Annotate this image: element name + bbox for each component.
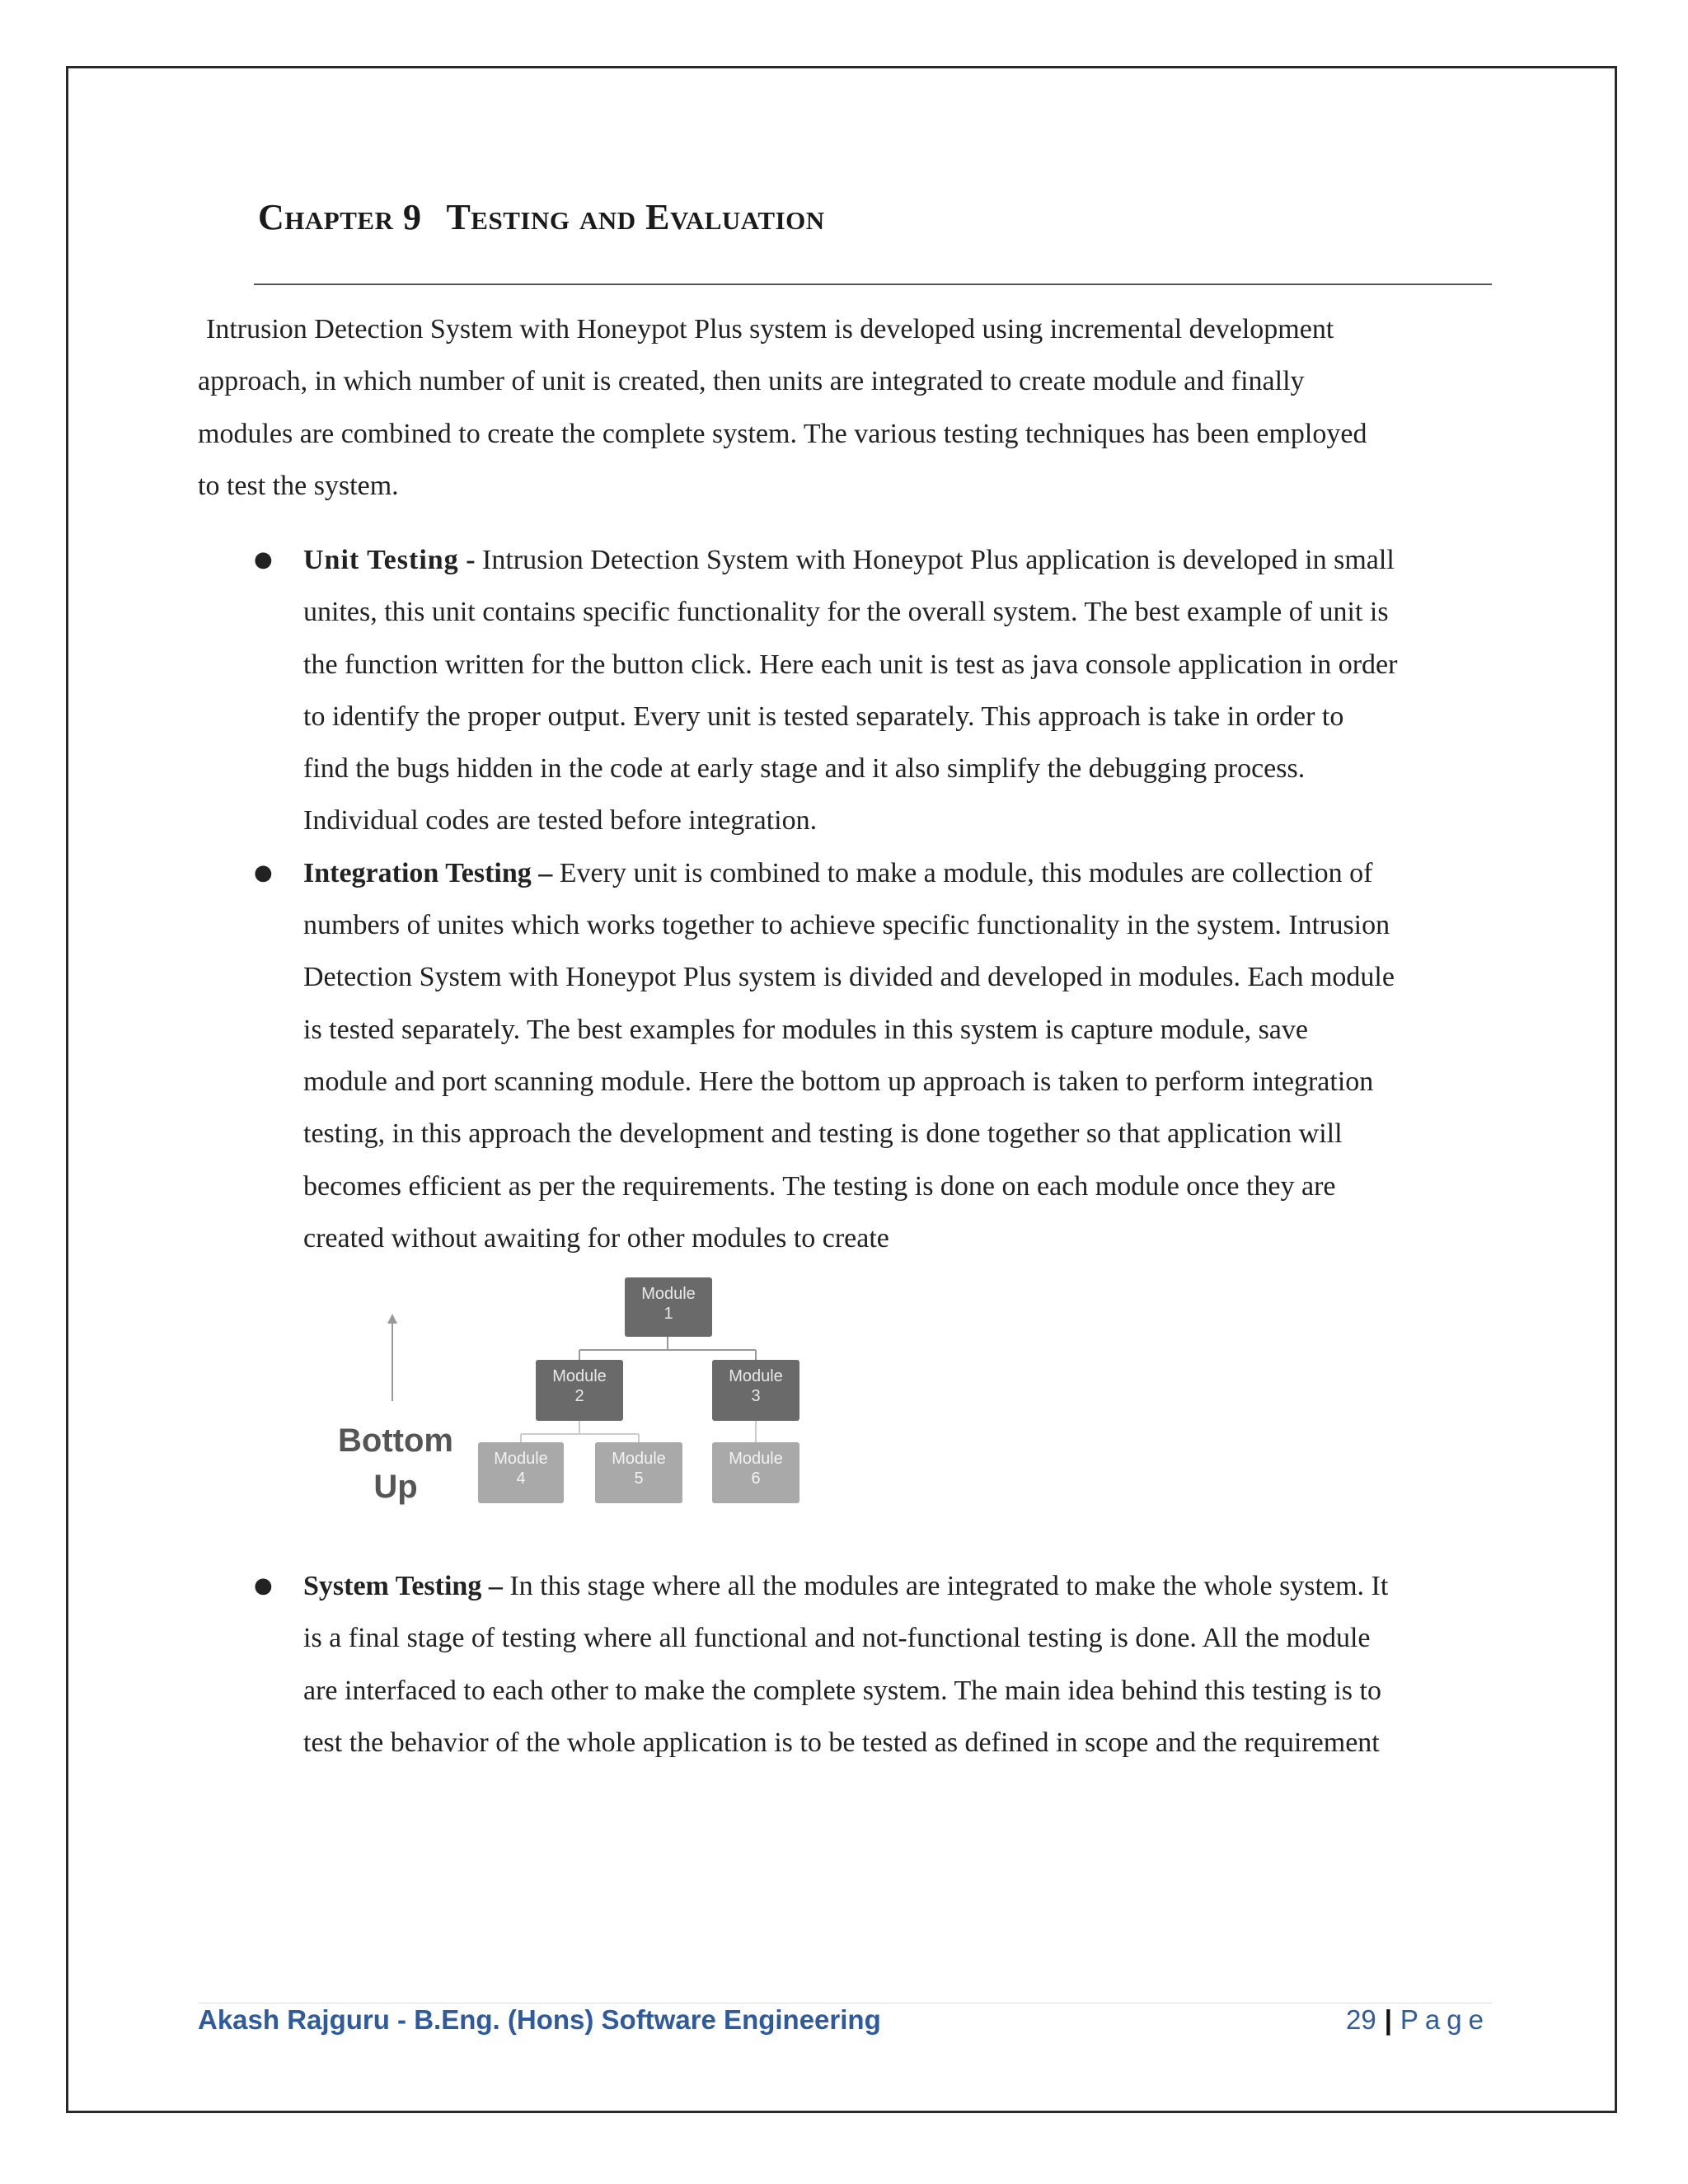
bullet-line: numbers of unites which works together to achieve specific functionality in the system. Intrusion — [303, 910, 1390, 941]
bullet-line: Detection System with Honeypot Plus system is divided and developed in modules. Each module — [303, 962, 1395, 993]
list-item-system-testing — [254, 1560, 1507, 1769]
bullet-separator: - — [458, 545, 483, 575]
bullet-line — [303, 1560, 1507, 1612]
bottom-up-label-line: Up — [373, 1469, 418, 1505]
intro-line: approach, in which number of unit is created, then units are integrated to create module and finally — [198, 366, 1305, 397]
module-4-box — [478, 1442, 564, 1503]
footer-page-info — [1346, 2004, 1490, 2036]
intro-line: Intrusion Detection System with Honeypot Plus system is developed using incremental development — [206, 314, 1334, 344]
module-number: 3 — [751, 1387, 761, 1405]
bullet-line: are interfaced to each other to make the complete system. The main idea behind this testing is to — [303, 1675, 1381, 1706]
bullet-term: System Testing — [303, 1571, 482, 1601]
heading-rule — [254, 284, 1492, 285]
bullet-line: find the bugs hidden in the code at early stage and it also simplify the debugging process. — [303, 753, 1306, 785]
bullet-line: created without awaiting for other modules to create — [303, 1222, 889, 1254]
bullet-line: module and port scanning module. Here the bottom up approach is taken to perform integration — [303, 1066, 1374, 1097]
bullet-text: In this stage where all the modules are integrated to make the whole system. It — [509, 1571, 1389, 1601]
bullet-text: Every unit is combined to make a module, this modules are collection of — [559, 857, 1373, 888]
module-number: 2 — [574, 1387, 584, 1405]
list-item-integration-testing — [254, 847, 1507, 1264]
bullet-text: Intrusion Detection System with Honeypot Plus application is developed in small — [482, 545, 1395, 575]
up-arrow-head — [387, 1314, 397, 1324]
bullet-separator: – — [531, 857, 560, 888]
module-label: Module — [494, 1450, 548, 1468]
module-label: Module — [729, 1367, 783, 1385]
chapter-title: Testing and Evaluation — [446, 197, 825, 237]
module-1-box — [625, 1277, 712, 1337]
bullet-line: testing, in this approach the development and testing is done together so that application will — [303, 1118, 1343, 1150]
page-number: 29 — [1345, 2004, 1376, 2035]
list-item-unit-testing — [254, 534, 1507, 847]
module-6-box — [712, 1442, 799, 1503]
bullet-icon: ● — [254, 547, 273, 572]
module-2-box — [536, 1360, 623, 1421]
bullet-line: test the behavior of the whole application is to be tested as defined in scope and the requirement — [303, 1727, 1380, 1758]
module-label: Module — [552, 1367, 607, 1385]
module-5-box — [595, 1442, 682, 1503]
bullet-line — [303, 534, 1507, 586]
bullet-term: Integration Testing — [303, 857, 532, 888]
bullet-line: to identify the proper output. Every unit is tested separately. This approach is take in order to — [303, 701, 1344, 732]
testing-list-continued — [254, 1560, 1507, 1769]
bottom-up-label — [313, 1418, 478, 1510]
module-label: Module — [729, 1450, 783, 1468]
bullet-line: unites, this unit contains specific functionality for the overall system. The best example of unit is — [303, 597, 1389, 628]
module-number: 6 — [751, 1469, 761, 1488]
bullet-icon: ● — [254, 1573, 273, 1598]
testing-list — [254, 534, 1507, 1264]
bottom-up-label-line: Bottom — [338, 1422, 453, 1459]
module-label: Module — [612, 1450, 666, 1468]
intro-line: modules are combined to create the complete system. The various testing techniques has been employed — [198, 418, 1367, 449]
module-number: 1 — [663, 1305, 673, 1323]
bullet-line: becomes efficient as per the requirements. The testing is done on each module once they are — [303, 1170, 1336, 1202]
bullet-line: is tested separately. The best examples for modules in this system is capture module, save — [303, 1014, 1308, 1045]
bullet-line: the function written for the button click. Here each unit is test as java console application in order — [303, 649, 1398, 680]
footer-author: Akash Rajguru - B.Eng. (Hons) Software Engineering — [198, 2004, 881, 2035]
footer-rule — [198, 2003, 1492, 2004]
page-label: Page — [1400, 2004, 1490, 2035]
intro-line: to test the system. — [198, 470, 399, 501]
bullet-line: Individual codes are tested before integration. — [303, 805, 818, 837]
bullet-separator: – — [481, 1571, 510, 1601]
bullet-term: Unit Testing — [303, 545, 459, 575]
intro-paragraph — [198, 303, 1500, 512]
module-number: 5 — [634, 1469, 644, 1488]
chapter-number: Chapter 9 — [258, 197, 422, 237]
module-label: Module — [641, 1285, 696, 1303]
bullet-icon: ● — [254, 860, 273, 885]
bullet-line: is a final stage of testing where all functional and not-functional testing is done. All the module — [303, 1623, 1371, 1654]
footer-separator: | — [1384, 2004, 1392, 2035]
module-number: 4 — [516, 1469, 526, 1488]
chapter-heading — [258, 196, 825, 238]
bullet-line — [303, 847, 1507, 899]
module-3-box — [712, 1360, 799, 1421]
bottom-up-diagram — [313, 1277, 824, 1533]
